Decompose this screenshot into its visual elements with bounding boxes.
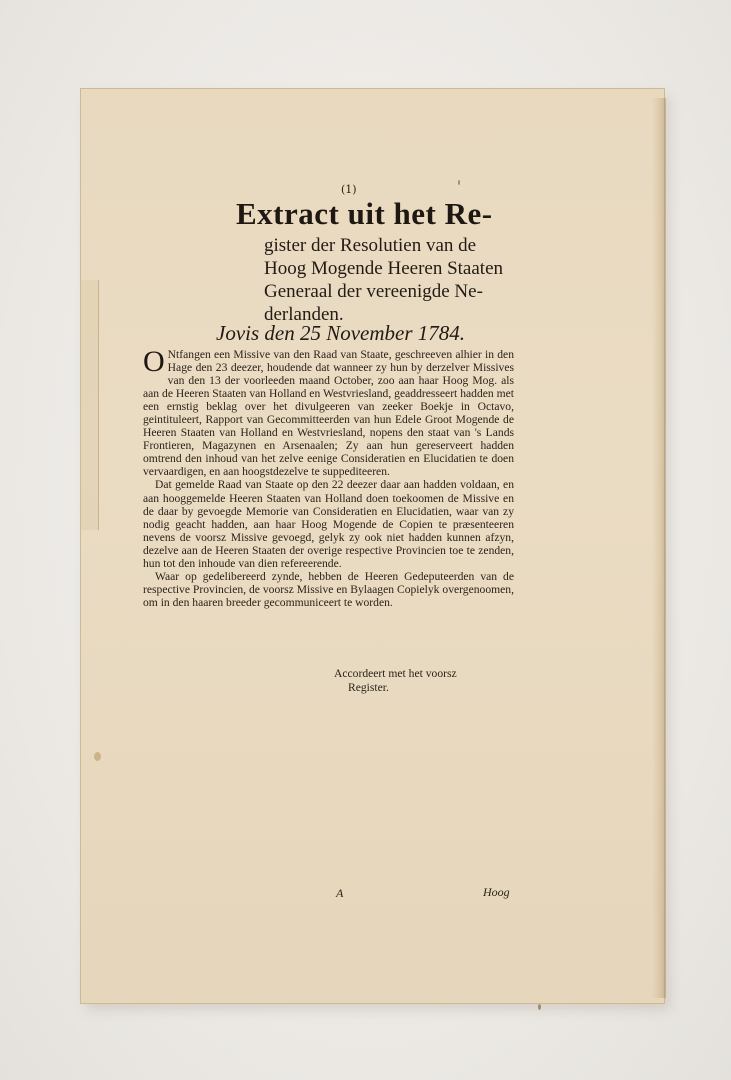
resolution-date: Jovis den 25 November 1784. bbox=[216, 321, 466, 345]
paper-speck bbox=[538, 1004, 541, 1010]
paragraph-text: Ntfangen een Missive van den Raad van Staate, geschreeven alhier in den Hage den 23 deezer, houdende dat wanneer zy hun by derzelver Missives van den 13 der voorleeden maand October, zoo aan haar Hoog Mog. als aan de Heeren Staaten van Holland en Westvriesland, geaddresseert hadden met een ernstig beklag over het divulgeeren van zeeker Boekje in Octavo, geintituleert, Rapport van Gecommitteerden van hun Edele Groot Mogende de Heeren Staaten van Holland en Westvriesland, nopens den staat van 's Lands Frontieren, Magazynen en Arsenaalen; Zy aan hun gereserveert hadden omtrend den inhoud van het zelve eenige Consideratien en Elucidatien te doen vervaardigen, en aan hoogstdezelve te suppediteeren. bbox=[143, 348, 514, 479]
drop-cap: O bbox=[143, 345, 165, 378]
paper-stain bbox=[94, 752, 101, 761]
attestation bbox=[334, 667, 457, 695]
document-title-continuation bbox=[264, 234, 524, 326]
document-title: Extract uit het Re- bbox=[236, 196, 493, 231]
paper-fold-left bbox=[80, 280, 99, 530]
title-line: gister der Resolutien van de bbox=[264, 235, 477, 256]
paper-speck bbox=[458, 180, 460, 185]
title-line: Generaal der vereenigde Ne- bbox=[264, 281, 483, 302]
attestation-line: Register. bbox=[348, 681, 389, 694]
resolution-body bbox=[143, 345, 514, 609]
catchword: Hoog bbox=[483, 885, 510, 899]
paper-edge-right bbox=[652, 98, 666, 998]
paragraph: Dat gemelde Raad van Staate op den 22 deezer daar aan hadden voldaan, en aan hooggemelde Heeren Staaten van Holland doen toekoomen de Missive en de daar by gevoegde Memorie van Consideratien en Elucidatien, waar van zy nodig geacht hadden, aan haar Hoog Mogende de Copien te præsenteeren nevens de voorsz Missive gevoegd, gelyk zy ook niet hadden kunnen afzyn, dezelve aan de Heeren Staaten der overige respective Provincien toe te zenden, hun tot den inhoude van dien refereerende. bbox=[143, 478, 514, 570]
title-line: Hoog Mogende Heeren Staaten bbox=[264, 258, 504, 279]
attestation-line: Accordeert met het voorsz bbox=[334, 667, 457, 680]
paragraph bbox=[143, 345, 514, 479]
title-line: derlanden. bbox=[264, 304, 344, 325]
page-number: (1) bbox=[341, 183, 357, 196]
signature-mark: A bbox=[336, 886, 344, 900]
paragraph: Waar op gedelibereerd zynde, hebben de Heeren Gedeputeerden van de respective Provincien, de voorsz Missive en Bylaagen Copielyk overgenoomen, om in den haaren breeder gecommuniceert te worden. bbox=[143, 569, 514, 609]
